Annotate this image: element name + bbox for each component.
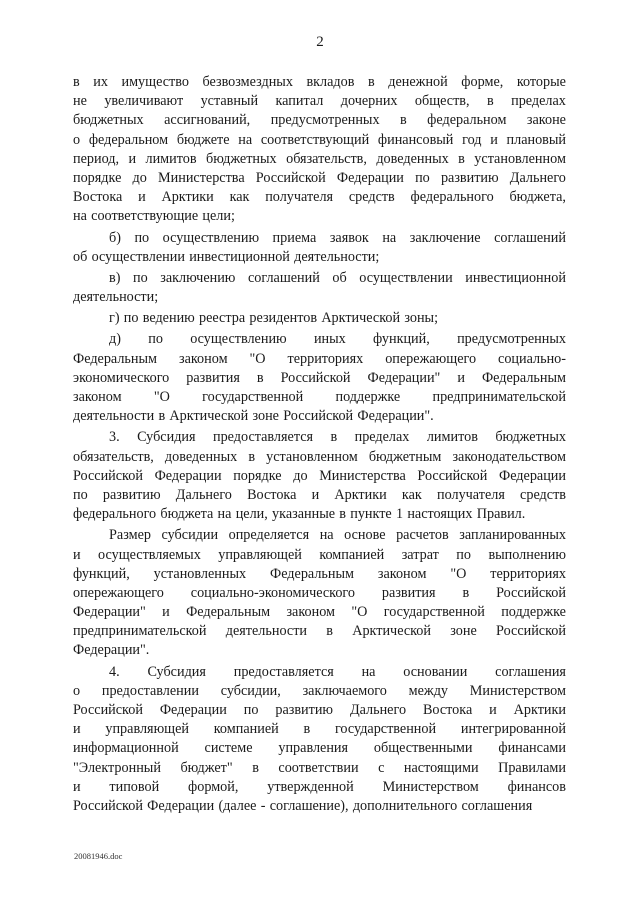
text-line: в их имущество безвозмездных вкладов в денежной форме, которые xyxy=(73,74,566,90)
paragraph xyxy=(73,663,566,817)
paragraph xyxy=(73,309,566,328)
text-line: и осуществляемых управляющей компанией затрат по выполнению xyxy=(73,546,566,563)
file-name-footer: 20081946.doc xyxy=(74,851,123,861)
text-line: и управляющей компанией в государственной интегрированной xyxy=(73,721,566,738)
page-number: 2 xyxy=(316,34,324,50)
text-line: обязательств, доведенных в установленном бюджетным законодательством xyxy=(73,448,566,465)
text-line: и типовой формой, утвержденной Министерством финансов xyxy=(73,778,566,795)
document-body xyxy=(73,73,566,818)
paragraph xyxy=(73,330,566,426)
paragraph xyxy=(73,73,566,227)
text-line: Федерации". xyxy=(73,642,150,659)
text-line: Российской Федерации (далее - соглашение), дополнительного соглашения xyxy=(73,797,533,814)
text-line: об осуществлении инвестиционной деятельности; xyxy=(73,248,380,265)
text-line: деятельности в Арктической зоне Российской Федерации". xyxy=(73,408,434,425)
text-line: д) по осуществлению иных функций, предусмотренных xyxy=(109,331,566,348)
text-line: на соответствующие цели; xyxy=(73,208,235,225)
text-line: 4. Субсидия предоставляется на основании соглашения xyxy=(109,663,566,680)
text-line: опережающего социально-экономического развития в Российской xyxy=(73,584,566,601)
text-line: деятельности; xyxy=(73,289,159,306)
text-line: по развитию Дальнего Востока и Арктики как получателя средств xyxy=(73,486,566,503)
text-line: "Электронный бюджет" в соответствии с настоящими Правилами xyxy=(73,759,566,776)
text-line: о предоставлении субсидии, заключаемого между Министерством xyxy=(73,682,566,699)
text-line: законом "О государственной поддержке предпринимательской xyxy=(73,389,566,405)
text-line: предпринимательской деятельности в Арктической зоне Российской xyxy=(73,623,566,640)
text-line: б) по осуществлению приема заявок на заключение соглашений xyxy=(109,229,566,246)
text-line: функций, установленных Федеральным законом "О территориях xyxy=(73,565,566,582)
text-line: Востока и Арктики как получателя средств федерального бюджета, xyxy=(73,189,566,206)
text-line: не увеличивают уставный капитал дочерних обществ, в пределах xyxy=(73,93,566,110)
text-line: порядке до Министерства Российской Федерации по развитию Дальнего xyxy=(73,169,566,186)
text-line: федерального бюджета на цели, указанные в пункте 1 настоящих Правил. xyxy=(73,506,526,523)
text-line: Российской Федерации порядке до Министерства Российской Федерации xyxy=(73,467,566,484)
paragraph xyxy=(73,428,566,524)
text-line: информационной системе управления общественными финансами xyxy=(73,740,566,757)
text-line: Федерации" и Федеральным законом "О государственной поддержке xyxy=(73,604,566,621)
text-line: г) по ведению реестра резидентов Арктической зоны; xyxy=(109,310,439,327)
text-line: Российской Федерации по развитию Дальнего Востока и Арктики xyxy=(73,702,566,718)
paragraph xyxy=(73,526,566,660)
text-line: Размер субсидии определяется на основе расчетов запланированных xyxy=(109,527,566,544)
text-line: в) по заключению соглашений об осуществлении инвестиционной xyxy=(109,269,566,286)
text-line: о федеральном бюджете на соответствующий финансовый год и плановый xyxy=(73,131,566,148)
paragraph xyxy=(73,269,566,307)
text-line: период, и лимитов бюджетных обязательств, доведенных в установленном xyxy=(73,150,566,167)
paragraph xyxy=(73,229,566,267)
text-line: бюджетных ассигнований, предусмотренных в федеральном законе xyxy=(73,112,566,129)
text-line: экономического развития в Российской Федерации" и Федеральным xyxy=(73,369,566,386)
text-line: 3. Субсидия предоставляется в пределах лимитов бюджетных xyxy=(109,429,566,446)
text-line: Федеральным законом "О территориях опережающего социально- xyxy=(73,350,566,367)
